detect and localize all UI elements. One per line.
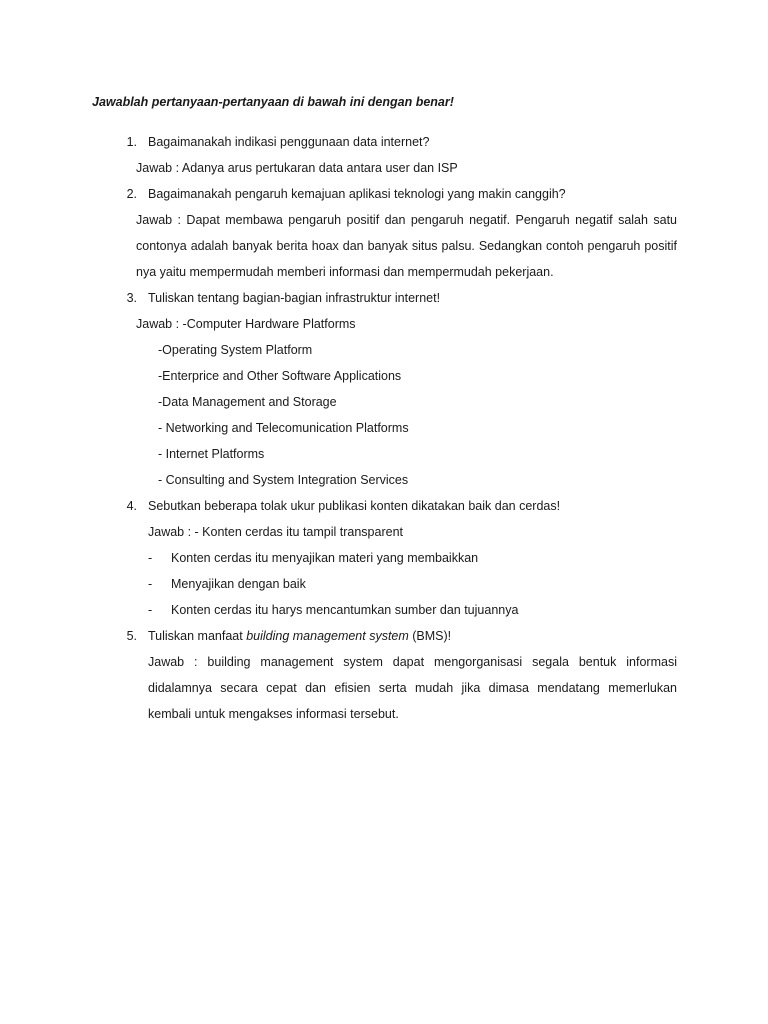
item-3-list-item: - Consulting and System Integration Services [158,473,409,487]
item-5-question-pre: Tuliskan manfaat [148,629,247,643]
dash-bullet: - [148,551,153,565]
item-5-question-emphasis: building management system [246,629,409,643]
dash-bullet: - [148,577,153,591]
item-3-list-item: -Enterprice and Other Software Applications [158,369,402,383]
item-4-number: 4. [126,499,137,513]
item-2-question: Bagaimanakah pengaruh kemajuan aplikasi teknologi yang makin canggih? [148,187,566,201]
item-4-answer: Jawab : - Konten cerdas itu tampil transparent [148,525,403,539]
item-2-number: 2. [126,187,137,201]
item-2-answer-line-1: Jawab : Dapat membawa pengaruh positif dan pengaruh negatif. Pengaruh negatif salah satu [136,213,677,227]
item-3-question: Tuliskan tentang bagian-bagian infrastruktur internet! [148,291,441,305]
item-4-list-item: Konten cerdas itu menyajikan materi yang membaikkan [171,551,479,565]
page-title: Jawablah pertanyaan-pertanyaan di bawah ini dengan benar! [92,95,454,109]
item-5-question-post: (BMS)! [408,629,452,643]
item-3-list-item: -Data Management and Storage [158,395,337,409]
item-5-number: 5. [126,629,137,643]
item-5-answer-line-2: didalamnya secara cepat dan efisien serta mudah jika dimasa mendatang memerlukan [148,681,677,695]
item-3-list-item: -Operating System Platform [158,343,313,357]
item-1-answer: Jawab : Adanya arus pertukaran data antara user dan ISP [136,161,458,175]
item-3-list-item: - Internet Platforms [158,447,265,461]
item-3-number: 3. [126,291,137,305]
item-5-answer-line-3: kembali untuk mengakses informasi tersebut. [148,707,399,721]
item-3-list-item: - Networking and Telecomunication Platforms [158,421,409,435]
item-4-list-item: Konten cerdas itu harys mencantumkan sumber dan tujuannya [171,603,519,617]
item-5-question [148,628,451,644]
dash-bullet: - [148,603,153,617]
item-4-question: Sebutkan beberapa tolak ukur publikasi konten dikatakan baik dan cerdas! [148,499,561,513]
item-3-answer: Jawab : -Computer Hardware Platforms [136,317,356,331]
item-5-answer-line-1: Jawab : building management system dapat mengorganisasi segala bentuk informasi [148,655,677,669]
item-1-question: Bagaimanakah indikasi penggunaan data internet? [148,135,430,149]
item-1-number: 1. [126,135,137,149]
item-4-list-item: Menyajikan dengan baik [171,577,306,591]
item-2-answer-line-2: contonya adalah banyak berita hoax dan banyak situs palsu. Sedangkan contoh pengaruh positif [136,239,677,253]
item-2-answer-line-3: nya yaitu mempermudah memberi informasi dan mempermudah pekerjaan. [136,265,554,279]
